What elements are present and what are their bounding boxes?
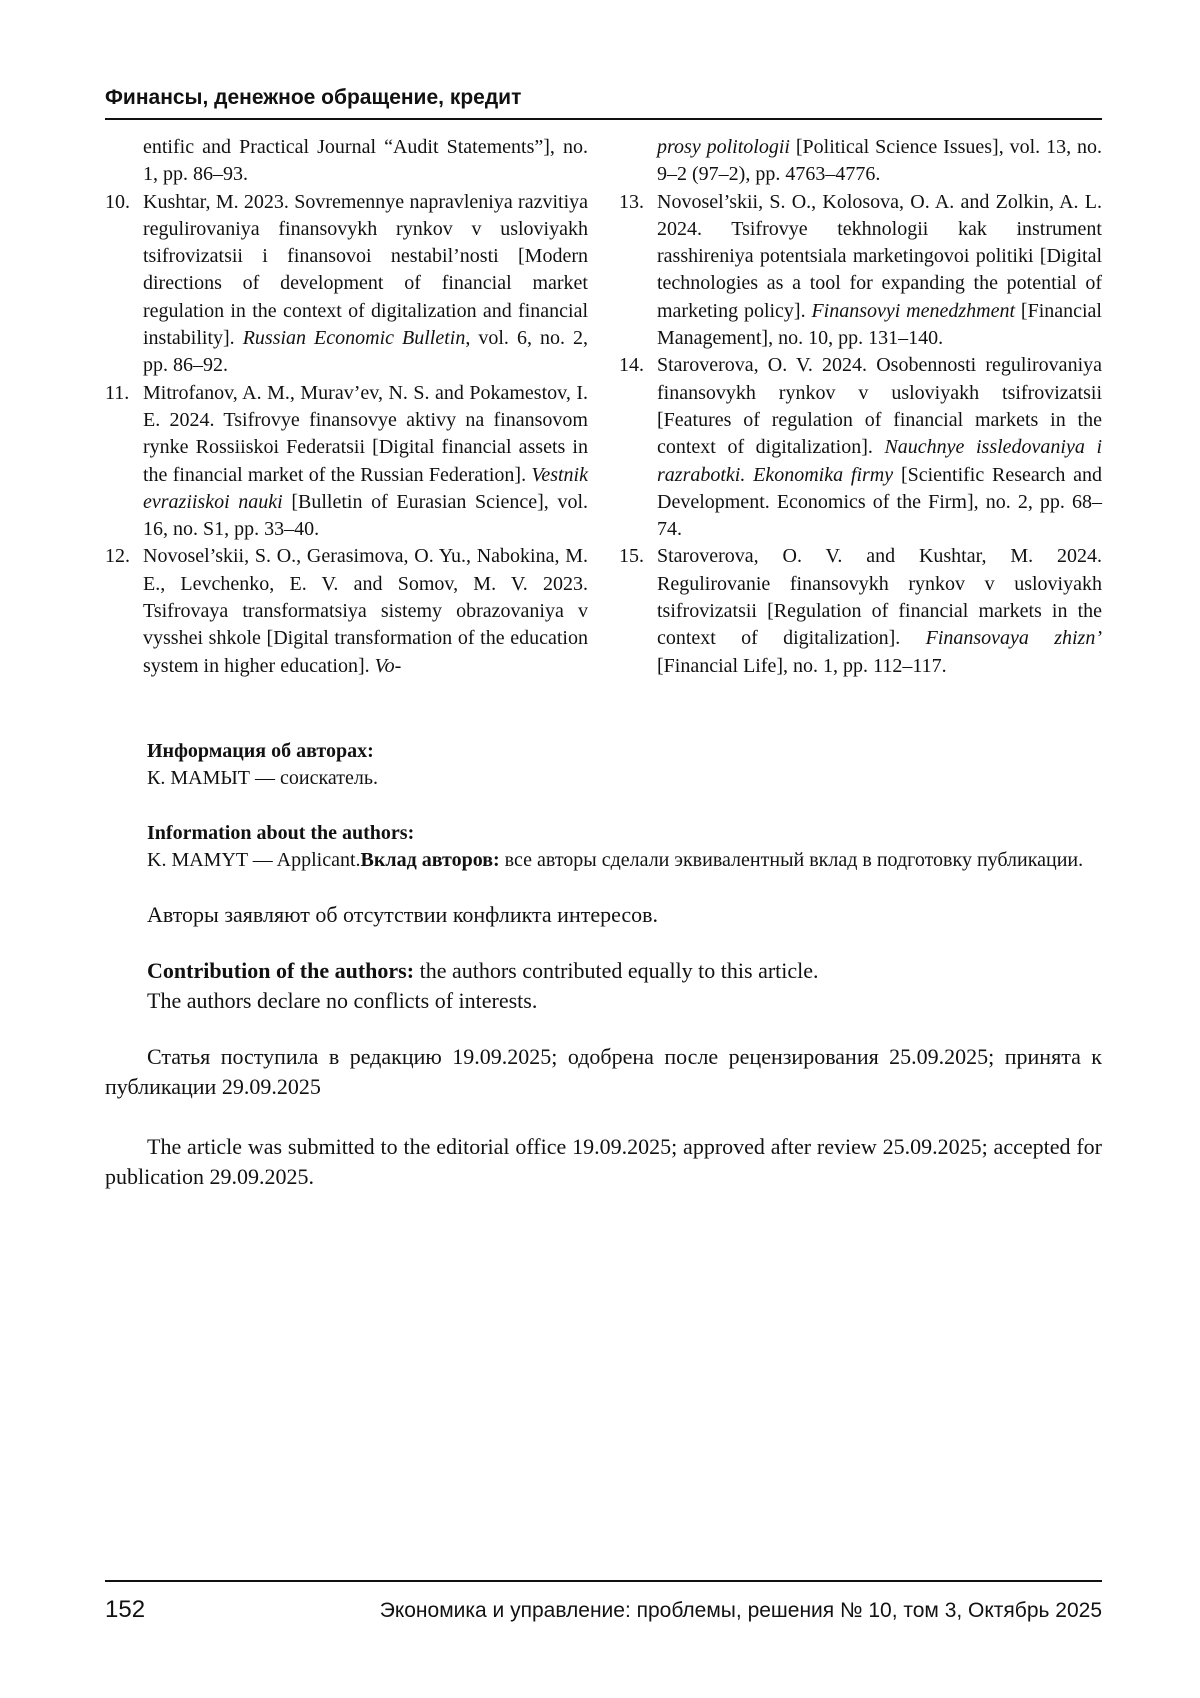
- contribution-ru-label: Вклад авторов:: [360, 848, 500, 871]
- reference-text: [143, 189, 588, 380]
- article-dates-en: The article was submitted to the editorial office 19.09.2025; approved after review 25.09.2025; accepted for publication 29.09.2025.: [105, 1134, 1102, 1190]
- reference-item: [619, 134, 1102, 189]
- reference-source-title: Vo-: [374, 654, 402, 677]
- reference-text: [143, 380, 588, 544]
- author-info-section: [105, 738, 1102, 1192]
- reference-text: [657, 189, 1102, 353]
- article-dates-ru: Статья поступила в редакцию 19.09.2025; одобрена после рецензирования 25.09.2025; принята к публикации 29.09.2025: [105, 1044, 1102, 1100]
- reference-text-segment: Staroverova, O. V. and Kushtar, M. 2024. Regulirovanie finansovykh rynkov v usloviyakh tsifrovizatsii [Regulation of financial markets in the context of digitalization].: [657, 545, 1102, 650]
- reference-text-segment: Staroverova, O. V. 2024. Osobennosti regulirovaniya finansovykh rynkov v usloviyakh tsifrovizatsii [Features of regulation of financial markets in the context of digitalization].: [657, 354, 1102, 459]
- author-info-en-paragraph: [105, 847, 1102, 874]
- author-info-en-text: K. MAMYT — Applicant.: [147, 848, 361, 871]
- reference-text-segment: [Scientific Research and Development. Economics of the Firm], no. 2, pp. 68–74.: [657, 463, 1103, 541]
- reference-text: [657, 134, 1102, 189]
- reference-source-title: Russian Economic Bulletin: [242, 327, 466, 350]
- reference-text-segment: Novosel’skii, S. O., Gerasimova, O. Yu., Nabokina, M. E., Levchenko, E. V. and Somov, M. V. 2023. Tsifrovaya transformatsiya sistemy obrazovaniya v vysshei shkole [Digital transformation of the education system in higher education].: [143, 545, 588, 677]
- reference-column-right: [619, 134, 1102, 680]
- reference-text: [143, 134, 588, 189]
- reference-text-segment: Novosel’skii, S. O., Kolosova, O. A. and Zolkin, A. L. 2024. Tsifrovye tekhnologii kak instrument rasshireniya potentsiala marketingovoi politiki [Digital technologies as a tool for expanding the potential of marketing policy].: [657, 190, 1102, 322]
- conflict-statement-en: The authors declare no conflicts of interests.: [147, 988, 538, 1014]
- reference-number: 11.: [105, 381, 130, 404]
- running-footer: [105, 1580, 1102, 1624]
- page-number: 152: [105, 1596, 146, 1623]
- contribution-en: [105, 956, 1102, 986]
- conflict-statement-ru: Авторы заявляют об отсутствии конфликта интересов.: [147, 902, 659, 928]
- reference-text-segment: Mitrofanov, A. M., Murav’ev, N. S. and Pokamestov, I. E. 2024. Tsifrovye finansovye aktivy na finansovom rynke Rossiiskoi Federatsii [Digital financial assets in the financial market of the Russian Federation].: [143, 381, 588, 486]
- reference-column-left: [105, 134, 588, 680]
- section-title: Финансы, денежное обращение, кредит: [105, 86, 522, 109]
- reference-list: [105, 134, 1102, 680]
- reference-source-title: prosy politologii: [657, 136, 790, 158]
- reference-text-segment: [Financial Life], no. 1, pp. 112–117.: [657, 654, 947, 677]
- author-info-ru-heading: Информация об авторах:: [147, 740, 374, 762]
- running-header: [105, 84, 1102, 120]
- reference-text: [657, 352, 1102, 543]
- reference-text-segment: , vol. 6, no. 2, pp. 86–92.: [143, 327, 588, 377]
- reference-number: 14.: [619, 354, 644, 377]
- reference-text-segment: [Financial Management], no. 10, pp. 131–140.: [657, 299, 1102, 350]
- contribution-ru-text: все авторы сделали эквивалентный вклад в подготовку публикации.: [499, 848, 1084, 871]
- reference-source-title: Nauchnye issledovaniya i razrabotki. Ekonomika firmy: [657, 436, 1102, 486]
- reference-item: [619, 352, 1102, 543]
- reference-item: [105, 380, 588, 544]
- contribution-en-text: the authors contributed equally to this article.: [414, 958, 819, 984]
- reference-item: [105, 543, 588, 679]
- reference-number: 10.: [105, 190, 130, 213]
- reference-item: [105, 189, 588, 380]
- reference-source-title: Finansovaya zhizn’: [925, 627, 1102, 650]
- reference-text-segment: Kushtar, M. 2023. Sovremennye napravleniya razvitiya regulirovaniya finansovykh rynkov v usloviyakh tsifrovizatsii i finansovoi nestabil’nosti [Modern directions of development of financial market regulation in the context of digitalization and financial instability].: [143, 190, 588, 350]
- reference-item: [619, 189, 1102, 353]
- contribution-en-label: Contribution of the authors:: [147, 958, 415, 984]
- reference-number: 13.: [619, 190, 644, 213]
- author-info-ru-text: К. МАМЫТ — соискатель.: [147, 767, 378, 790]
- author-info-en-heading: Information about the authors:: [147, 821, 415, 844]
- reference-item: [105, 134, 588, 189]
- reference-source-title: Finansovyi menedzhment: [811, 299, 1016, 322]
- reference-item: [619, 543, 1102, 679]
- reference-text-segment: [Bulletin of Eurasian Science], vol. 16, no. S1, pp. 33–40.: [143, 490, 588, 541]
- reference-text: [657, 543, 1102, 679]
- reference-text: [143, 543, 588, 679]
- reference-number: 12.: [105, 545, 130, 568]
- reference-text-segment: entific and Practical Journal “Audit Statements”], no. 1, pp. 86–93.: [143, 136, 588, 186]
- journal-title: Экономика и управление: проблемы, решения № 10, том 3, Октябрь 2025: [379, 1599, 1102, 1622]
- reference-number: 15.: [619, 545, 644, 568]
- reference-text-segment: [Political Science Issues], vol. 13, no. 9–2 (97–2), pp. 4763–4776.: [657, 136, 1102, 186]
- reference-source-title: Vestnik evraziiskoi nauki: [143, 463, 588, 513]
